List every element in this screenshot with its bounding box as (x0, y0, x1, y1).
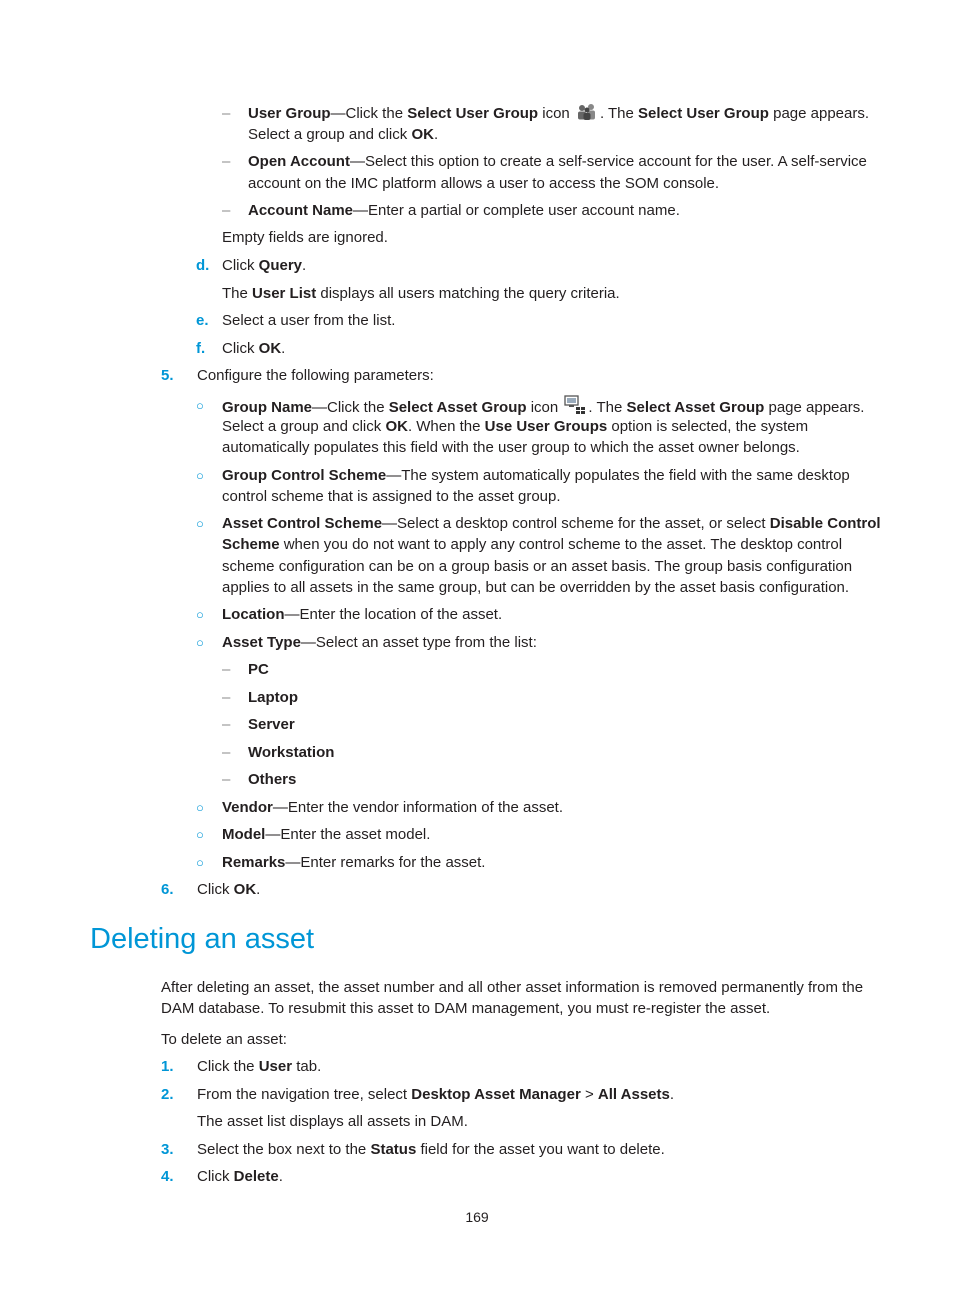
open-account-line: Open Account—Select this option to create a self-service account for the user. A self-service (248, 153, 867, 170)
asset-type-item: Server (248, 716, 295, 733)
list-dash: – (222, 744, 231, 761)
group-name-line: Group Name—Click the Select Asset Group icon . The Select Asset Group page appears. (222, 395, 864, 421)
step-marker-2: 2. (161, 1086, 174, 1103)
asset-type-item: Others (248, 771, 297, 788)
group-name-line-2: Select a group and click OK. When the Use User Groups option is selected, the system (222, 418, 809, 435)
asset-control-line-4: applies to all assets in the same group, but can be overridden by the asset basis configuration. (222, 579, 850, 596)
step-f: Click OK. (222, 340, 286, 357)
delete-step-3: Select the box next to the Status field for the asset you want to delete. (197, 1141, 665, 1158)
user-group-icon (576, 103, 598, 127)
list-dash: – (222, 661, 231, 678)
delete-step-1: Click the User tab. (197, 1058, 322, 1075)
group-name-line-3: automatically populates this field with the user group to which the asset owner belongs. (222, 439, 800, 456)
asset-type-item: Laptop (248, 689, 298, 706)
list-dash: – (222, 202, 231, 219)
step-marker-e: e. (196, 312, 209, 329)
step-marker-d: d. (196, 257, 210, 274)
group-control-line: Group Control Scheme—The system automatically populates the field with the same desktop (222, 467, 850, 484)
location-line: Location—Enter the location of the asset. (222, 606, 503, 623)
list-dash: – (222, 689, 231, 706)
bullet-circle: ○ (196, 827, 204, 842)
step-marker-4: 4. (161, 1168, 174, 1185)
bullet-circle: ○ (196, 635, 204, 650)
step-marker-3: 3. (161, 1141, 174, 1158)
group-control-line-2: control scheme that is assigned to the asset group. (222, 488, 561, 505)
step-marker-5: 5. (161, 367, 174, 384)
bullet-circle: ○ (196, 468, 204, 483)
asset-type-item: Workstation (248, 744, 335, 761)
asset-type-item: PC (248, 661, 269, 678)
delete-step-2-note: The asset list displays all assets in DAM. (197, 1113, 468, 1130)
step-e: Select a user from the list. (222, 312, 396, 329)
user-group-line: User Group—Click the Select User Group icon . The Select User Group page appears. (248, 103, 869, 127)
bullet-circle: ○ (196, 800, 204, 815)
asset-control-line: Asset Control Scheme—Select a desktop control scheme for the asset, or select Disable Control (222, 515, 881, 532)
step-6: Click OK. (197, 881, 261, 898)
asset-type-line: Asset Type—Select an asset type from the list: (222, 634, 537, 651)
empty-fields-note: Empty fields are ignored. (222, 229, 388, 246)
page-number: 169 (465, 1209, 489, 1225)
list-dash: – (222, 771, 231, 788)
vendor-line: Vendor—Enter the vendor information of the asset. (222, 799, 564, 816)
query-note: The User List displays all users matching the query criteria. (222, 285, 620, 302)
delete-step-4: Click Delete. (197, 1168, 283, 1185)
account-name-line: Account Name—Enter a partial or complete user account name. (248, 202, 680, 219)
asset-control-line-3: scheme configuration can be on a group basis or an asset basis. The group basis configuration (222, 558, 853, 575)
asset-control-line-2: Scheme when you do not want to apply any control scheme to the asset. The desktop control (222, 536, 843, 553)
bullet-circle: ○ (196, 855, 204, 870)
list-dash: – (222, 153, 231, 170)
step-marker-1: 1. (161, 1058, 174, 1075)
section-heading: Deleting an asset (90, 923, 315, 955)
model-line: Model—Enter the asset model. (222, 826, 431, 843)
list-dash: – (222, 716, 231, 733)
list-dash: – (222, 105, 231, 122)
step-marker-f: f. (196, 340, 206, 357)
user-group-line-2: Select a group and click OK. (248, 126, 439, 143)
delete-step-2: From the navigation tree, select Desktop Asset Manager > All Assets. (197, 1086, 675, 1103)
step-5: Configure the following parameters: (197, 367, 434, 384)
bullet-circle: ○ (196, 516, 204, 531)
intro-line-2: DAM database. To resubmit this asset to DAM management, you must re-register the asset. (161, 1000, 771, 1017)
step-d: Click Query. (222, 257, 307, 274)
open-account-line-2: account on the IMC platform allows a user to access the SOM console. (248, 175, 720, 192)
to-delete-label: To delete an asset: (161, 1031, 287, 1048)
bullet-circle: ○ (196, 398, 204, 413)
bullet-circle: ○ (196, 607, 204, 622)
step-marker-6: 6. (161, 881, 174, 898)
remarks-line: Remarks—Enter remarks for the asset. (222, 854, 486, 871)
intro-line-1: After deleting an asset, the asset number and all other asset information is removed permanently from the (161, 979, 864, 996)
